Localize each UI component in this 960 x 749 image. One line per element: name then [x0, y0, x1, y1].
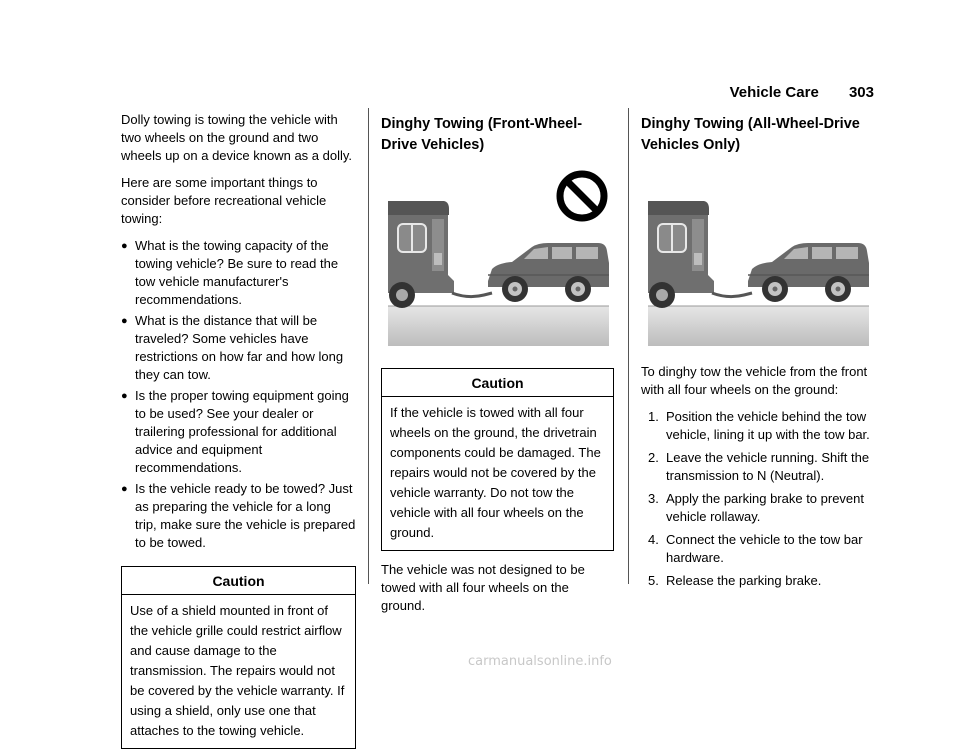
column-3: [641, 114, 876, 595]
not-designed-paragraph: The vehicle was not designed to be towed with all four wheels on the ground.: [381, 562, 585, 613]
section-heading-fwd: Dinghy Towing (Front-Wheel-Drive Vehicles): [381, 116, 583, 153]
caution-text: If the vehicle is towed with all four wheels on the ground, the drivetrain components could be damaged. The repairs would not be covered by the vehicle warranty. Do not tow the vehicle with all four wheels on the ground.: [390, 405, 601, 540]
caution-box-drivetrain: [381, 368, 614, 551]
dolly-towing-paragraph: Dolly towing is towing the vehicle with two wheels on the ground and two wheels up on a device known as a dolly.: [121, 112, 353, 163]
column-2: [381, 114, 614, 624]
bullet-icon: ●: [121, 483, 128, 495]
step-number: 3.: [648, 491, 659, 506]
list-item: 4. Connect the vehicle to the tow bar hardware.: [648, 532, 863, 565]
caution-title: Caution: [382, 369, 613, 397]
page-header: [730, 84, 874, 101]
list-item: ● What is the towing capacity of the towing vehicle? Be sure to read the tow vehicle manufacturer's recommendations.: [121, 238, 339, 307]
watermark: carmanualsonline.info: [468, 654, 612, 669]
bullet-icon: ●: [121, 390, 128, 402]
fwd-towing-prohibited-illustration: [388, 169, 609, 346]
bullet-icon: ●: [121, 240, 128, 252]
column-1: [121, 111, 356, 749]
considerations-list: [121, 237, 356, 552]
list-item: ● What is the distance that will be traveled? Some vehicles have restrictions on how far and how long they can tow.: [121, 313, 344, 382]
dinghy-tow-intro: To dinghy tow the vehicle from the front with all four wheels on the ground:: [641, 364, 868, 397]
dinghy-tow-steps: [641, 408, 876, 590]
list-item: 5. Release the parking brake.: [648, 573, 822, 588]
section-title: Vehicle Care: [729, 84, 819, 101]
list-item: 1. Position the vehicle behind the tow vehicle, lining it up with the tow bar.: [648, 409, 870, 442]
caution-title: Caution: [122, 567, 355, 595]
caution-text: Use of a shield mounted in front of the vehicle grille could restrict airflow and cause damage to the transmission. The repairs would not be covered by the vehicle warranty. If using a shield, only use one that attaches to the towing vehicle.: [130, 603, 345, 738]
awd-towing-illustration: [648, 169, 869, 346]
step-number: 5.: [648, 573, 659, 588]
step-number: 4.: [648, 532, 659, 547]
page-number: 303: [848, 84, 874, 101]
step-number: 1.: [648, 409, 659, 424]
list-item: 3. Apply the parking brake to prevent vehicle rollaway.: [648, 491, 865, 524]
column-divider-left: [368, 108, 369, 584]
step-number: 2.: [648, 450, 659, 465]
bullet-icon: ●: [121, 315, 128, 327]
column-divider-right: [628, 108, 629, 584]
list-item: ● Is the vehicle ready to be towed? Just as preparing the vehicle for a long trip, make sure the vehicle is prepared to be towed.: [121, 481, 356, 550]
list-item: 2. Leave the vehicle running. Shift the transmission to N (Neutral).: [648, 450, 870, 483]
considerations-paragraph: Here are some important things to consider before recreational vehicle towing:: [121, 175, 327, 226]
list-item: ● Is the proper towing equipment going to be used? See your dealer or trailering professional for additional advice and equipment recommendations.: [121, 388, 349, 475]
caution-box-shield: [121, 566, 356, 749]
section-heading-awd: Dinghy Towing (All-Wheel-Drive Vehicles Only): [641, 116, 860, 153]
